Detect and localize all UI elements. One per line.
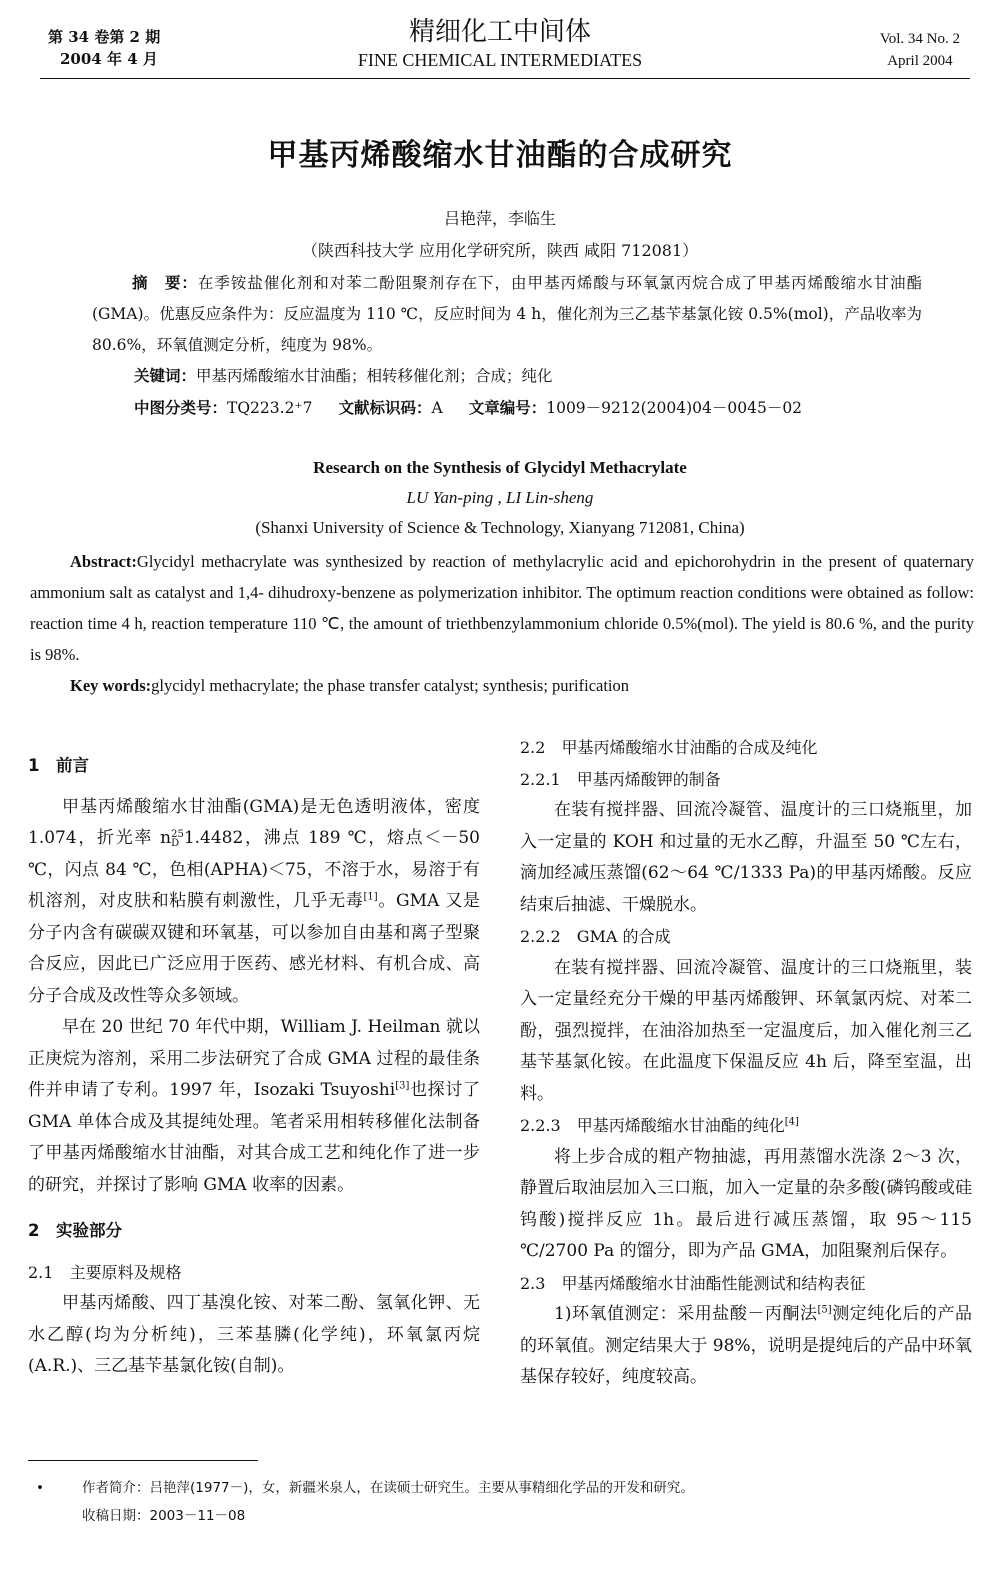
keywords-en bbox=[70, 672, 970, 700]
refractive-index-scripts bbox=[171, 830, 184, 848]
issue-volume-en: Vol. 34 No. 2 bbox=[879, 31, 960, 47]
para-text: 测定纯化后的产品的环氧值。测定结果大于 98%，说明是提纯后的产品中环氧基保存较好，纯度较高。 bbox=[520, 1304, 973, 1387]
section-1-paragraph-2 bbox=[28, 1012, 480, 1201]
abstract-en bbox=[30, 546, 974, 670]
para-text: 也探讨了 GMA 单体合成及其提纯处理。笔者采用相转移催化法制备了甲基丙烯酸缩水甘油酯，对其合成工艺和纯化作了进一步的研究，并探讨了影响 GMA 收率的因素。 bbox=[28, 1080, 480, 1195]
article-number-value: 1009－9212(2004)04－0045－02 bbox=[546, 399, 803, 417]
abstract-cn bbox=[92, 268, 922, 361]
left-column bbox=[28, 744, 480, 1383]
journal-name-cn: 精细化工中间体 bbox=[408, 17, 591, 47]
citation: [5] bbox=[817, 1304, 832, 1316]
article-number-label: 文章编号： bbox=[468, 399, 547, 417]
citation: [4] bbox=[784, 1116, 799, 1128]
doc-code-value: A bbox=[431, 399, 443, 417]
author-bio: 作者简介：吕艳萍(1977－)，女，新疆米泉人，在读硕士研究生。主要从事精细化学品的开发和研究。 bbox=[82, 1480, 694, 1496]
heading-text: 2.2.3 甲基丙烯酸缩水甘油酯的纯化 bbox=[520, 1116, 785, 1135]
received-date: 收稿日期：2003－11－08 bbox=[82, 1508, 246, 1524]
para-text: 1.4482，沸点 189 ℃，熔点＜－50 ℃，闪点 84 ℃，色相(APHA)＜75，不溶于水，易溶于有机溶剂，对皮肤和粘膜有刺激性，几乎无毒 bbox=[28, 828, 480, 911]
affiliation-en: (Shanxi University of Science & Technology, Xianyang 712081, China) bbox=[255, 518, 745, 537]
issue-info-en bbox=[880, 28, 960, 72]
citation: [1] bbox=[363, 891, 378, 903]
clc-value: TQ223.2⁺7 bbox=[227, 399, 313, 417]
section-2-3-heading: 2.3 甲基丙烯酸缩水甘油酯性能测试和结构表征 bbox=[520, 1273, 866, 1293]
keywords-cn-text: 甲基丙烯酸缩水甘油酯；相转移催化剂；合成；纯化 bbox=[196, 367, 553, 385]
section-2-heading: 2 实验部分 bbox=[28, 1221, 122, 1240]
keywords-cn bbox=[134, 362, 934, 390]
journal-name-en: FINE CHEMICAL INTERMEDIATES bbox=[357, 50, 643, 70]
section-2-2-2-heading: 2.2.2 GMA 的合成 bbox=[520, 927, 671, 946]
para-text: 早在 20 世纪 70 年代中期，William J. Heilman 就以正庚烷为溶剂，采用二步法研究了合成 GMA 过程的最佳条件并申请了专利。1997 年，Isozaki Tsuyoshi bbox=[28, 1017, 480, 1100]
abstract-en-label: Abstract: bbox=[70, 552, 137, 571]
header-rule bbox=[40, 78, 970, 79]
issue-volume: 第 34 卷第 2 期 bbox=[48, 28, 161, 46]
citation: [3] bbox=[395, 1080, 410, 1092]
authors-en: LU Yan-ping , LI Lin-sheng bbox=[406, 488, 594, 507]
footnote bbox=[36, 1474, 694, 1530]
section-2-3-paragraph bbox=[520, 1299, 972, 1394]
section-2-2-3-paragraph: 将上步合成的粗产物抽滤，再用蒸馏水洗涤 2～3 次，静置后取油层加入三口瓶，加入一定量的杂多酸(磷钨酸或硅钨酸)搅拌反应 1h。最后进行减压蒸馏，取 95～115 ℃/2700 Pa 的馏分，即为产品 GMA，加阻聚剂后保存。 bbox=[520, 1146, 972, 1261]
article-title-en: Research on the Synthesis of Glycidyl Methacrylate bbox=[313, 458, 687, 477]
section-2-2-3-heading bbox=[520, 1110, 972, 1142]
abstract-en-text: Glycidyl methacrylate was synthesized by reaction of methylacrylic acid and epichorohydrin in the present of quaternary ammonium salt as catalyst and 1,4- dihudroxy-benzene as polymerization inhibitor. The optimum reaction conditions were obtained as follow: reaction time 4 h, reaction temperature 110 ℃, the amount of triethbenzylammonium chloride 0.5%(mol). The yield is 80.6 %, and the purity is 98%. bbox=[30, 552, 974, 664]
section-1-heading: 1 前言 bbox=[28, 756, 89, 775]
para-text: 甲基丙烯酸缩水甘油酯(GMA)是无色透明液体，密度 1.074，折光率 n bbox=[28, 796, 480, 848]
right-column bbox=[520, 732, 972, 1394]
footnote-marker: • bbox=[36, 1480, 44, 1496]
issue-date: 2004 年 4 月 bbox=[60, 50, 158, 68]
article-title-cn: 甲基丙烯酸缩水甘油酯的合成研究 bbox=[267, 138, 733, 173]
doc-code-label: 文献标识码： bbox=[338, 399, 432, 417]
classification-line bbox=[134, 394, 954, 422]
para-text: 1)环氧值测定：采用盐酸－丙酮法 bbox=[554, 1304, 818, 1324]
keywords-cn-label: 关键词： bbox=[134, 367, 197, 385]
keywords-en-label: Key words: bbox=[70, 676, 152, 695]
journal-name bbox=[0, 16, 1000, 72]
section-1-paragraph-1 bbox=[28, 792, 480, 1013]
section-2-1-paragraph: 甲基丙烯酸、四丁基溴化铵、对苯二酚、氢氧化钾、无水乙醇(均为分析纯)，三苯基膦(化学纯)，环氧氯丙烷(A.R.)、三乙基苄基氯化铵(自制)。 bbox=[28, 1293, 480, 1376]
issue-date-en: April 2004 bbox=[887, 53, 953, 69]
section-2-2-1-paragraph: 在装有搅拌器、回流冷凝管、温度计的三口烧瓶里，加入一定量的 KOH 和过量的无水乙醇，升温至 50 ℃左右，滴加经减压蒸馏(62～64 ℃/1333 Pa)的甲基丙烯酸。反应结束后抽滤、干燥脱水。 bbox=[520, 800, 972, 915]
clc-label: 中图分类号： bbox=[134, 399, 228, 417]
section-2-2-2-paragraph: 在装有搅拌器、回流冷凝管、温度计的三口烧瓶里，装入一定量经充分干燥的甲基丙烯酸钾、环氧氯丙烷、对苯二酚，强烈搅拌，在油浴加热至一定温度后，加入催化剂三乙基苄基氯化铵。在此温度下保温反应 4h 后，降至室温，出料。 bbox=[520, 957, 972, 1104]
keywords-en-text: glycidyl methacrylate; the phase transfer catalyst; synthesis; purification bbox=[151, 676, 630, 695]
authors-cn: 吕艳萍，李临生 bbox=[443, 209, 556, 228]
abstract-cn-text: 在季铵盐催化剂和对苯二酚阻聚剂存在下，由甲基丙烯酸与环氧氯丙烷合成了甲基丙烯酸缩水甘油酯(GMA)。优惠反应条件为：反应温度为 110 ℃，反应时间为 4 h，催化剂为三乙基苄基氯化铵 0.5%(mol)，产品收率为 80.6%，环氧值测定分析，纯度为 98%。 bbox=[92, 274, 922, 354]
abstract-cn-label: 摘 要： bbox=[132, 274, 198, 292]
footnote-rule bbox=[28, 1460, 258, 1461]
section-2-1-heading: 2.1 主要原料及规格 bbox=[28, 1262, 182, 1282]
superscript: 25 bbox=[171, 828, 184, 840]
affiliation-cn: （陕西科技大学 应用化学研究所，陕西 咸阳 712081） bbox=[301, 241, 699, 260]
section-2-2-1-heading: 2.2.1 甲基丙烯酸钾的制备 bbox=[520, 769, 721, 789]
section-2-2-heading: 2.2 甲基丙烯酸缩水甘油酯的合成及纯化 bbox=[520, 738, 818, 757]
para-text: 。GMA 又是分子内含有碳碳双键和环氧基，可以参加自由基和离子型聚合反应，因此已广泛应用于医药、感光材料、有机合成、高分子合成及改性等众多领域。 bbox=[28, 891, 481, 1006]
subscript: D bbox=[171, 837, 180, 849]
